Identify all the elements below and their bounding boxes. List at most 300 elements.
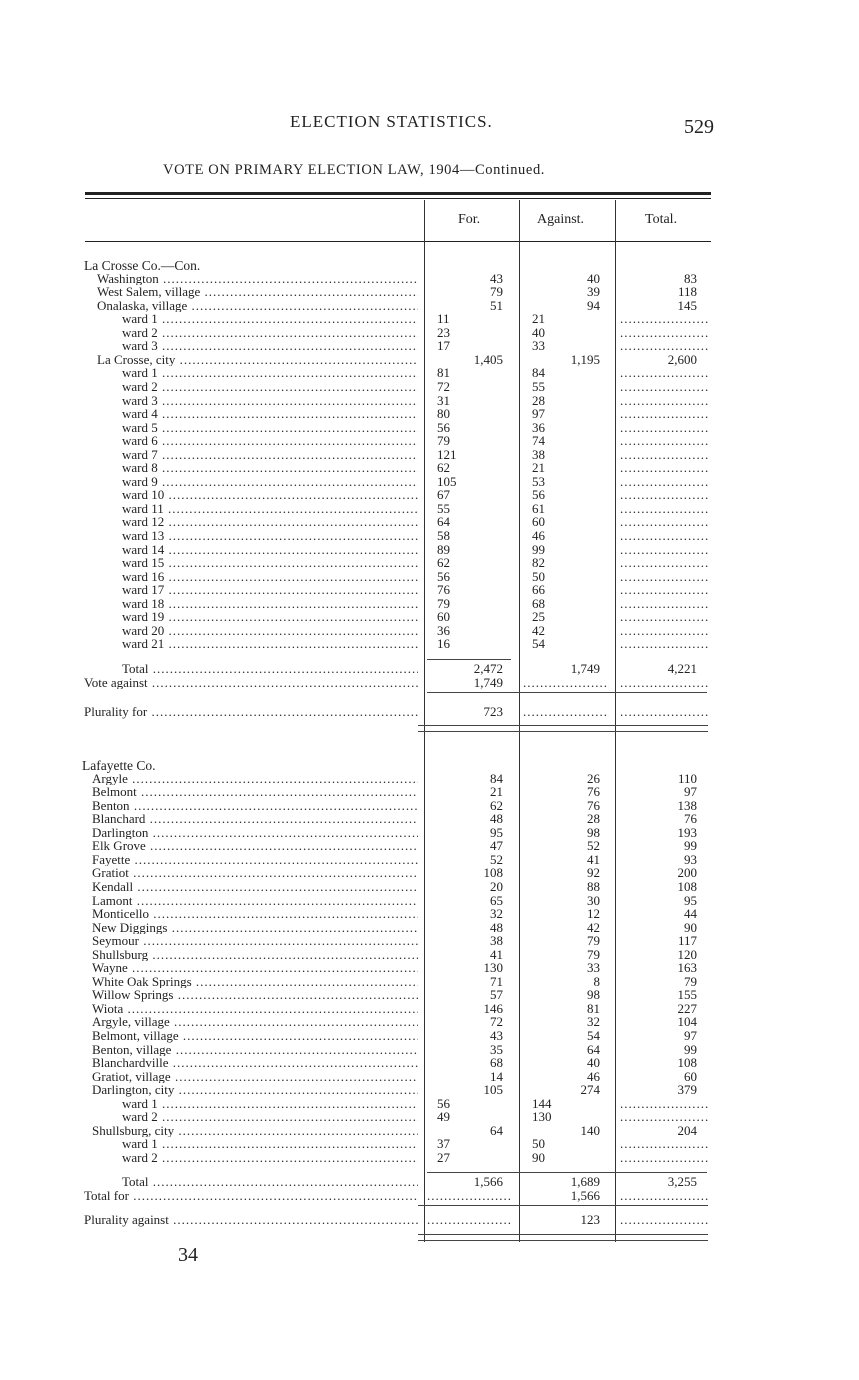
for-value: 14 (490, 1068, 503, 1084)
row-label: White Oak Springs ..... (92, 975, 418, 989)
for-ward-value: 17 (437, 338, 450, 354)
against-value: 32 (587, 1014, 600, 1030)
table-row (0, 421, 859, 435)
table-row (0, 380, 859, 394)
table-row (0, 988, 859, 1002)
against-value: 40 (587, 270, 600, 286)
row-label: ward 8 ..... (122, 461, 418, 475)
against-value: 54 (587, 1028, 600, 1043)
table-row (0, 285, 859, 299)
for-ward-value: 81 (437, 365, 450, 381)
for-value: 43 (490, 1028, 503, 1043)
against-value: 64 (587, 1041, 600, 1057)
total-value: 95 (684, 892, 697, 908)
table-row (0, 1137, 859, 1151)
total-value: 99 (684, 1041, 697, 1057)
total-value: 108 (677, 878, 697, 894)
for-value: 52 (490, 851, 503, 867)
total-leader-dots (620, 502, 708, 516)
row-label: Wiota ..... (92, 1002, 418, 1016)
for-ward-value: 67 (437, 487, 450, 503)
table-row (0, 610, 859, 624)
for-value: 20 (490, 878, 503, 894)
row-label: Blanchardville ..... (92, 1056, 418, 1070)
total-value: 145 (677, 297, 697, 313)
row-label: Gratiot ..... (92, 866, 418, 880)
table-row (0, 826, 859, 840)
total-leader-dots (620, 529, 708, 543)
against-ward-value: 40 (532, 324, 545, 340)
against-ward-value: 74 (532, 433, 545, 449)
against-ward-value: 97 (532, 406, 545, 422)
total-leader-dots (620, 339, 708, 353)
for-ward-value: 62 (437, 555, 450, 571)
against-value: 123 (580, 1212, 600, 1227)
for-value: 79 (490, 284, 503, 300)
row-label: ward 7 ..... (122, 448, 418, 462)
row-label: Total ..... (122, 1175, 418, 1189)
table-row (0, 812, 859, 826)
for-value: 1,749 (473, 674, 503, 690)
against-value: 52 (587, 838, 600, 854)
total-leader-dots (620, 407, 708, 421)
total-value: 90 (684, 919, 697, 935)
for-value: 41 (490, 946, 503, 962)
table-row (0, 1070, 859, 1084)
for-value: 723 (483, 704, 503, 719)
for-value: 57 (490, 987, 503, 1003)
table-row (0, 1056, 859, 1070)
table-row (0, 1083, 859, 1097)
against-value: 92 (587, 865, 600, 881)
for-value: 35 (490, 1041, 503, 1057)
table-row (0, 839, 859, 853)
against-value: 46 (587, 1068, 600, 1084)
row-label: Total ..... (122, 662, 418, 676)
row-label: ward 14 ..... (122, 543, 418, 557)
for-ward-value: 23 (437, 324, 450, 340)
for-ward-value: 79 (437, 595, 450, 611)
total-leader-dots (620, 556, 708, 570)
against-value: 94 (587, 297, 600, 313)
for-ward-value: 105 (437, 473, 457, 489)
row-label: ward 1 ..... (122, 1137, 418, 1151)
against-ward-value: 99 (532, 541, 545, 557)
total-value: 379 (677, 1082, 697, 1098)
against-ward-value: 61 (532, 500, 545, 516)
for-ward-value: 55 (437, 500, 450, 516)
total-leader-dots (620, 488, 708, 502)
row-label: ward 4 ..... (122, 407, 418, 421)
against-value: 42 (587, 919, 600, 935)
total-leader-dots (620, 380, 708, 394)
total-leader-dots (620, 394, 708, 408)
row-label: ward 21 ..... (122, 637, 418, 651)
table-row (0, 948, 859, 962)
total-leader-dots (620, 1097, 708, 1111)
page-number: 529 (684, 116, 714, 138)
for-leader-dots (427, 1189, 511, 1203)
for-value: 84 (490, 770, 503, 786)
table-row (0, 1015, 859, 1029)
for-leader-dots (427, 1213, 511, 1227)
against-value: 40 (587, 1055, 600, 1071)
row-label: Lamont ..... (92, 894, 418, 908)
total-leader-dots (620, 421, 708, 435)
signature-mark: 34 (178, 1244, 198, 1266)
for-ward-value: 64 (437, 514, 450, 530)
row-label: Belmont, village ..... (92, 1029, 418, 1043)
table-row (0, 662, 859, 676)
table-row (0, 326, 859, 340)
row-label: Fayette ..... (92, 853, 418, 867)
total-leader-dots (620, 570, 708, 584)
against-value: 30 (587, 892, 600, 908)
for-ward-value: 27 (437, 1149, 450, 1165)
row-label: ward 17 ..... (122, 583, 418, 597)
total-value: 227 (677, 1000, 697, 1016)
table-row (0, 975, 859, 989)
row-label: Washington ..... (97, 272, 418, 286)
total-value: 204 (677, 1122, 697, 1138)
row-label: ward 1 ..... (122, 1097, 418, 1111)
total-value: 155 (677, 987, 697, 1003)
against-ward-value: 90 (532, 1149, 545, 1165)
total-leader-dots (620, 610, 708, 624)
row-label: ward 15 ..... (122, 556, 418, 570)
for-ward-value: 31 (437, 392, 450, 408)
total-value: 117 (677, 933, 697, 949)
table-row (0, 312, 859, 326)
for-value: 32 (490, 906, 503, 922)
for-value: 21 (490, 784, 503, 800)
row-label: ward 18 ..... (122, 597, 418, 611)
against-ward-value: 38 (532, 446, 545, 462)
running-title: ELECTION STATISTICS. (290, 112, 493, 131)
row-label: ward 10 ..... (122, 488, 418, 502)
for-ward-value: 79 (437, 433, 450, 449)
table-row (0, 772, 859, 786)
for-value: 48 (490, 811, 503, 827)
table-row (0, 799, 859, 813)
total-leader-dots (620, 1151, 708, 1165)
row-label: Benton, village ..... (92, 1043, 418, 1057)
for-ward-value: 72 (437, 378, 450, 394)
column-header-for: For. (458, 212, 481, 227)
total-value: 4,221 (667, 661, 697, 676)
against-value: 1,566 (570, 1187, 600, 1203)
sum-rule (427, 692, 707, 693)
table-row (0, 1029, 859, 1043)
column-header-total: Total. (645, 212, 678, 227)
row-label: Willow Springs ..... (92, 988, 418, 1002)
for-value: 95 (490, 824, 503, 840)
total-leader-dots (620, 1189, 708, 1203)
for-value: 72 (490, 1014, 503, 1030)
table-row (0, 502, 859, 516)
against-ward-value: 60 (532, 514, 545, 530)
for-ward-value: 11 (437, 311, 450, 327)
header-bottom-rule (85, 241, 711, 242)
table-row (0, 880, 859, 894)
total-value: 2,600 (667, 351, 697, 367)
against-ward-value: 53 (532, 473, 545, 489)
against-ward-value: 46 (532, 528, 545, 543)
total-value: 118 (677, 284, 697, 300)
for-ward-value: 49 (437, 1109, 450, 1125)
total-leader-dots (620, 312, 708, 326)
total-leader-dots (620, 434, 708, 448)
total-value: 110 (677, 770, 697, 786)
total-value: 138 (677, 797, 697, 813)
against-ward-value: 144 (532, 1095, 552, 1111)
total-leader-dots (620, 583, 708, 597)
table-row (0, 705, 859, 719)
against-ward-value: 21 (532, 311, 545, 327)
table-row (0, 1097, 859, 1111)
table-row (0, 785, 859, 799)
total-leader-dots (620, 475, 708, 489)
for-ward-value: 62 (437, 460, 450, 476)
for-ward-value: 36 (437, 622, 450, 638)
for-value: 48 (490, 919, 503, 935)
table-row (0, 461, 859, 475)
row-label: Onalaska, village ..... (97, 299, 418, 313)
total-leader-dots (620, 1137, 708, 1151)
row-label: Elk Grove ..... (92, 839, 418, 853)
row-label: Wayne ..... (92, 961, 418, 975)
for-ward-value: 37 (437, 1136, 450, 1152)
row-label: ward 11 ..... (122, 502, 418, 516)
against-ward-value: 66 (532, 582, 545, 598)
row-label: Argyle, village ..... (92, 1015, 418, 1029)
total-value: 3,255 (667, 1174, 697, 1189)
for-value: 1,566 (473, 1174, 503, 1189)
table-row (0, 299, 859, 313)
for-ward-value: 16 (437, 636, 450, 652)
table-row (0, 366, 859, 380)
against-value: 39 (587, 284, 600, 300)
against-value: 98 (587, 824, 600, 840)
total-leader-dots (620, 597, 708, 611)
row-label: Shullsburg, city ..... (92, 1124, 418, 1138)
total-value: 104 (677, 1014, 697, 1030)
for-ward-value: 56 (437, 419, 450, 435)
row-label: ward 5 ..... (122, 421, 418, 435)
for-value: 51 (490, 297, 503, 313)
for-ward-value: 76 (437, 582, 450, 598)
against-value: 26 (587, 770, 600, 786)
row-label: Plurality for ..... (84, 705, 418, 719)
for-value: 68 (490, 1055, 503, 1071)
for-ward-value: 60 (437, 609, 450, 625)
total-leader-dots (620, 705, 708, 719)
row-label: ward 16 ..... (122, 570, 418, 584)
for-value: 38 (490, 933, 503, 949)
table-row (0, 583, 859, 597)
row-label: Gratiot, village ..... (92, 1070, 418, 1084)
row-label: La Crosse, city ..... (97, 353, 418, 367)
total-leader-dots (620, 326, 708, 340)
total-value: 193 (677, 824, 697, 840)
table-row (0, 1110, 859, 1124)
total-value: 108 (677, 1055, 697, 1071)
against-value: 274 (580, 1082, 600, 1098)
against-ward-value: 21 (532, 460, 545, 476)
against-value: 41 (587, 851, 600, 867)
table-row (0, 543, 859, 557)
total-value: 93 (684, 851, 697, 867)
row-label: ward 2 ..... (122, 326, 418, 340)
against-leader-dots (523, 705, 609, 719)
against-ward-value: 50 (532, 568, 545, 584)
total-value: 97 (684, 784, 697, 800)
against-ward-value: 68 (532, 595, 545, 611)
for-value: 108 (483, 865, 503, 881)
total-value: 99 (684, 838, 697, 854)
table-row (0, 475, 859, 489)
row-label: New Diggings ..... (92, 921, 418, 935)
total-leader-dots (620, 1213, 708, 1227)
table-row (0, 448, 859, 462)
column-rule (427, 659, 511, 660)
total-leader-dots (620, 543, 708, 557)
against-value: 1,195 (570, 351, 600, 367)
against-ward-value: 50 (532, 1136, 545, 1152)
row-label: ward 12 ..... (122, 515, 418, 529)
section-heading: La Crosse Co.—Con. (84, 258, 201, 273)
row-label: ward 20 ..... (122, 624, 418, 638)
against-ward-value: 130 (532, 1109, 552, 1125)
row-label: ward 19 ..... (122, 610, 418, 624)
against-value: 98 (587, 987, 600, 1003)
row-label: ward 2 ..... (122, 1151, 418, 1165)
for-ward-value: 58 (437, 528, 450, 543)
row-label: West Salem, village ..... (97, 285, 418, 299)
against-value: 79 (587, 946, 600, 962)
table-row (0, 1189, 859, 1203)
row-label: Seymour ..... (92, 934, 418, 948)
row-label: Benton ..... (92, 799, 418, 813)
row-label: ward 2 ..... (122, 1110, 418, 1124)
total-value: 83 (684, 270, 697, 286)
against-value: 8 (593, 973, 600, 989)
row-label: Plurality against ..... (84, 1213, 418, 1227)
against-leader-dots (523, 676, 609, 690)
table-row (0, 624, 859, 638)
for-value: 62 (490, 797, 503, 813)
table-row (0, 394, 859, 408)
double-rule (418, 1234, 708, 1241)
table-row (0, 921, 859, 935)
table-row (0, 1175, 859, 1189)
against-value: 81 (587, 1000, 600, 1016)
row-label: ward 1 ..... (122, 312, 418, 326)
row-label: ward 6 ..... (122, 434, 418, 448)
top-thin-rule (85, 198, 711, 199)
total-leader-dots (620, 676, 708, 690)
against-ward-value: 54 (532, 636, 545, 652)
against-ward-value: 25 (532, 609, 545, 625)
for-ward-value: 121 (437, 446, 457, 462)
row-label: Shullsburg ..... (92, 948, 418, 962)
against-value: 28 (587, 811, 600, 827)
against-value: 12 (587, 906, 600, 922)
table-row (0, 1043, 859, 1057)
sum-rule (427, 1172, 707, 1173)
row-label: Total for ..... (84, 1189, 418, 1203)
total-value: 79 (684, 973, 697, 989)
total-leader-dots (620, 515, 708, 529)
total-value: 44 (684, 906, 697, 922)
table-row (0, 637, 859, 651)
against-value: 140 (580, 1122, 600, 1138)
against-ward-value: 55 (532, 378, 545, 394)
row-label: ward 2 ..... (122, 380, 418, 394)
total-value: 200 (677, 865, 697, 881)
table-row (0, 676, 859, 690)
row-label: Argyle ..... (92, 772, 418, 786)
against-ward-value: 82 (532, 555, 545, 571)
table-title: VOTE ON PRIMARY ELECTION LAW, 1904—Continued. (163, 162, 546, 178)
double-rule (418, 725, 708, 732)
against-value: 1,689 (570, 1174, 600, 1189)
for-ward-value: 56 (437, 568, 450, 584)
sum-rule (418, 1205, 708, 1206)
for-ward-value: 56 (437, 1095, 450, 1111)
for-ward-value: 89 (437, 541, 450, 557)
against-ward-value: 84 (532, 365, 545, 381)
against-value: 1,749 (570, 661, 600, 676)
for-value: 47 (490, 838, 503, 854)
for-value: 64 (490, 1122, 503, 1138)
row-label: Darlington, city ..... (92, 1083, 418, 1097)
against-value: 79 (587, 933, 600, 949)
total-value: 60 (684, 1068, 697, 1084)
row-label: ward 1 ..... (122, 366, 418, 380)
for-ward-value: 80 (437, 406, 450, 422)
against-ward-value: 36 (532, 419, 545, 435)
total-leader-dots (620, 637, 708, 651)
table-row (0, 1151, 859, 1165)
table-row (0, 1213, 859, 1227)
row-label: Darlington ..... (92, 826, 418, 840)
for-value: 65 (490, 892, 503, 908)
table-row (0, 597, 859, 611)
table-row (0, 961, 859, 975)
total-leader-dots (620, 461, 708, 475)
table-row (0, 407, 859, 421)
row-label: Vote against ..... (84, 676, 418, 690)
table-row (0, 1002, 859, 1016)
row-label: Belmont ..... (92, 785, 418, 799)
against-ward-value: 28 (532, 392, 545, 408)
row-label: ward 9 ..... (122, 475, 418, 489)
total-leader-dots (620, 1110, 708, 1124)
for-value: 71 (490, 973, 503, 989)
total-value: 163 (677, 960, 697, 976)
for-value: 43 (490, 270, 503, 286)
table-row (0, 339, 859, 353)
table-row (0, 529, 859, 543)
section-heading: Lafayette Co. (82, 758, 156, 773)
table-row (0, 1124, 859, 1138)
table-row (0, 934, 859, 948)
top-thick-rule (85, 192, 711, 195)
total-leader-dots (620, 448, 708, 462)
for-value: 105 (483, 1082, 503, 1098)
table-row (0, 434, 859, 448)
